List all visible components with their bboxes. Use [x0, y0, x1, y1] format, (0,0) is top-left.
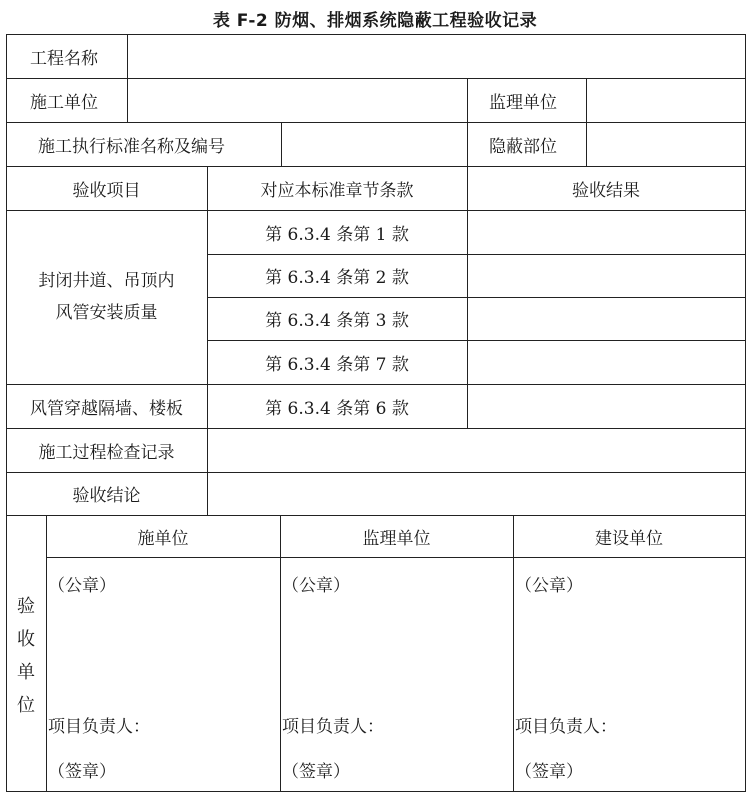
signature-text: （签章）: [48, 762, 116, 782]
result-cell[interactable]: [467, 340, 745, 384]
vertical-char: 收: [17, 629, 35, 650]
responsible-person-label: 项目负责人：: [282, 717, 384, 737]
hidden-part-value[interactable]: [586, 122, 745, 166]
hidden-part-label: 隐蔽部位: [489, 136, 557, 157]
item2-clause: 第 6.3.4 条第 6 款: [265, 398, 409, 419]
signature-text: （签章）: [282, 762, 350, 782]
group1-label-line1: 封闭井道、吊顶内: [38, 271, 175, 291]
construction-unit-value[interactable]: [127, 78, 467, 122]
clause-cell: 第 6.3.4 条第 3 款: [265, 311, 409, 331]
unit-header-supervision: 监理单位: [362, 528, 431, 549]
vertical-char: 单: [17, 662, 35, 683]
group1-label: [6, 210, 207, 384]
standard-name-label: 施工执行标准名称及编号: [38, 136, 225, 157]
table-border-bottom: [6, 791, 745, 792]
unit-header-construction: 施单位: [137, 528, 189, 549]
responsible-person-label: 项目负责人：: [515, 717, 617, 737]
inspection-record-label: 施工过程检查记录: [38, 442, 175, 463]
header-clause: 对应本标准章节条款: [260, 180, 414, 201]
header-result: 验收结果: [572, 180, 640, 201]
result-cell[interactable]: [467, 210, 745, 254]
conclusion-label: 验收结论: [72, 486, 141, 506]
result-cell[interactable]: [467, 384, 745, 428]
signature-text: （签章）: [515, 762, 583, 782]
result-cell[interactable]: [467, 297, 745, 340]
result-cell[interactable]: [467, 254, 745, 297]
standard-name-value[interactable]: [281, 122, 467, 166]
group1-label-line2: 风管安装质量: [55, 303, 158, 323]
item2-label: 风管穿越隔墙、楼板: [30, 398, 183, 419]
clause-cell: 第 6.3.4 条第 2 款: [265, 268, 409, 288]
header-item: 验收项目: [72, 180, 141, 201]
supervision-unit-value[interactable]: [586, 78, 745, 122]
construction-unit-label: 施工单位: [30, 92, 98, 113]
supervision-unit-label: 监理单位: [489, 92, 557, 113]
vertical-char: 验: [17, 596, 35, 617]
seal-text: （公章）: [515, 576, 583, 596]
seal-text: （公章）: [48, 576, 116, 596]
page-title: 表 F-2 防烟、排烟系统隐蔽工程验收记录: [212, 11, 538, 31]
clause-cell: 第 6.3.4 条第 1 款: [265, 224, 409, 245]
acceptance-unit-vertical-label: [6, 590, 46, 722]
clause-cell: 第 6.3.4 条第 7 款: [265, 354, 409, 375]
project-name-label: 工程名称: [30, 48, 98, 69]
row-divider: [46, 557, 745, 558]
unit-header-owner: 建设单位: [595, 528, 663, 549]
responsible-person-label: 项目负责人：: [48, 717, 150, 737]
vertical-char: 位: [17, 695, 35, 716]
seal-text: （公章）: [282, 576, 350, 596]
inspection-record-value[interactable]: [207, 428, 745, 472]
conclusion-value[interactable]: [207, 472, 745, 515]
project-name-value[interactable]: [127, 34, 745, 78]
table-border-right: [745, 34, 746, 792]
